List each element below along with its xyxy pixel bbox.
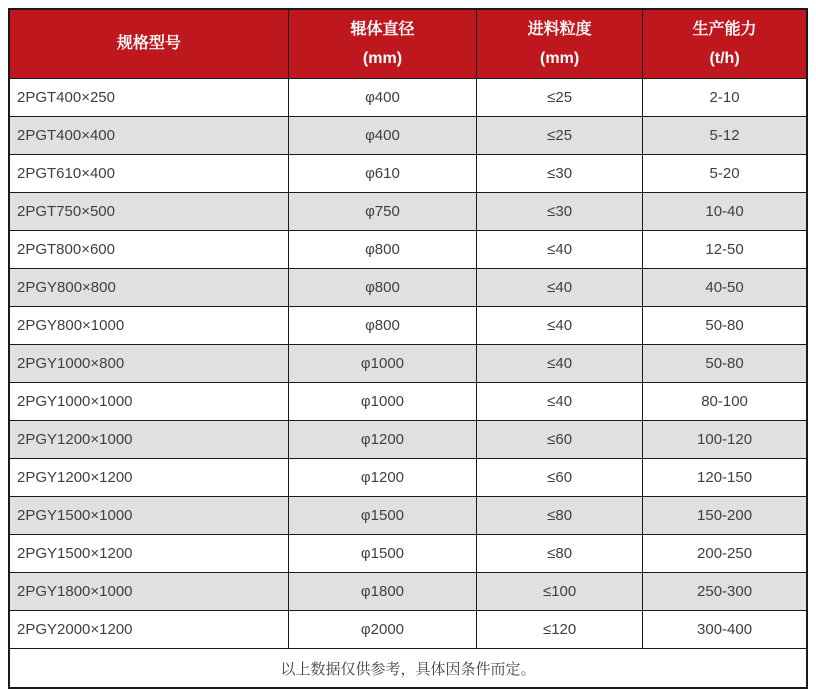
table-cell: ≤80 [477,535,643,573]
table-cell: ≤30 [477,193,643,231]
table-row [9,421,807,459]
table-row [9,269,807,307]
cell-model: 2PGT800×600 [9,231,288,269]
table-cell: φ2000 [288,611,476,649]
table-row [9,307,807,345]
table-cell: 10-40 [643,193,807,231]
table-cell: 100-120 [643,421,807,459]
table-cell: φ610 [288,155,476,193]
header-title: 规格型号 [116,35,181,53]
table-row [9,231,807,269]
table-cell: φ1800 [288,573,476,611]
table-cell: φ800 [288,307,476,345]
table-cell: φ750 [288,193,476,231]
table-cell: ≤40 [477,307,643,345]
table-cell: 80-100 [643,383,807,421]
table-cell: 50-80 [643,307,807,345]
table-cell: ≤80 [477,497,643,535]
table-cell: ≤40 [477,383,643,421]
cell-model: 2PGT400×400 [9,117,288,155]
table-cell: ≤40 [477,345,643,383]
spec-table [8,8,808,689]
table-cell: 200-250 [643,535,807,573]
table-row [9,497,807,535]
header-title: 生产能力 [692,21,757,39]
table-cell: φ1200 [288,459,476,497]
table-cell: 300-400 [643,611,807,649]
cell-model: 2PGY1200×1000 [9,421,288,459]
table-cell: 120-150 [643,459,807,497]
table-row [9,193,807,231]
cell-model: 2PGY1500×1000 [9,497,288,535]
table-row [9,535,807,573]
cell-model: 2PGY1500×1200 [9,535,288,573]
table-cell: ≤30 [477,155,643,193]
table-cell: ≤25 [477,117,643,155]
table-row [9,573,807,611]
table-row [9,117,807,155]
table-row [9,459,807,497]
header-title: 辊体直径 [350,21,415,39]
table-cell: ≤40 [477,231,643,269]
header-cell-feed-size [477,9,643,79]
spec-table-header [9,9,807,79]
header-cell-roller-diameter [288,9,476,79]
table-cell: ≤60 [477,421,643,459]
cell-model: 2PGT400×250 [9,79,288,117]
table-cell: φ400 [288,79,476,117]
table-cell: 50-80 [643,345,807,383]
spec-table-footer [9,649,807,689]
table-cell: ≤100 [477,573,643,611]
table-cell: φ1000 [288,383,476,421]
table-cell: 12-50 [643,231,807,269]
table-cell: ≤60 [477,459,643,497]
table-cell: 5-12 [643,117,807,155]
table-cell: φ1500 [288,497,476,535]
table-cell: 2-10 [643,79,807,117]
table-cell: 150-200 [643,497,807,535]
footnote-text: 以上数据仅供参考，具体因条件而定。 [9,649,807,689]
cell-model: 2PGY800×800 [9,269,288,307]
table-cell: φ800 [288,231,476,269]
table-cell: ≤120 [477,611,643,649]
table-row [9,345,807,383]
table-row [9,79,807,117]
table-cell: φ800 [288,269,476,307]
table-cell: φ1000 [288,345,476,383]
table-cell: φ400 [288,117,476,155]
cell-model: 2PGY1000×800 [9,345,288,383]
cell-model: 2PGY1000×1000 [9,383,288,421]
table-cell: 40-50 [643,269,807,307]
table-row [9,155,807,193]
header-unit: (t/h) [709,49,740,67]
header-cell-model [9,9,288,79]
cell-model: 2PGY2000×1200 [9,611,288,649]
cell-model: 2PGY1800×1000 [9,573,288,611]
footnote-row [9,649,807,689]
cell-model: 2PGY800×1000 [9,307,288,345]
header-cell-capacity [643,9,807,79]
table-cell: φ1500 [288,535,476,573]
table-cell: 250-300 [643,573,807,611]
cell-model: 2PGT750×500 [9,193,288,231]
table-cell: 5-20 [643,155,807,193]
header-unit: (mm) [362,49,403,67]
spec-table-body [9,79,807,649]
table-row [9,611,807,649]
header-unit: (mm) [540,49,580,67]
cell-model: 2PGY1200×1200 [9,459,288,497]
table-cell: ≤25 [477,79,643,117]
header-title: 进料粒度 [527,21,592,39]
table-row [9,383,807,421]
cell-model: 2PGT610×400 [9,155,288,193]
table-cell: φ1200 [288,421,476,459]
table-cell: ≤40 [477,269,643,307]
header-row [9,9,807,79]
